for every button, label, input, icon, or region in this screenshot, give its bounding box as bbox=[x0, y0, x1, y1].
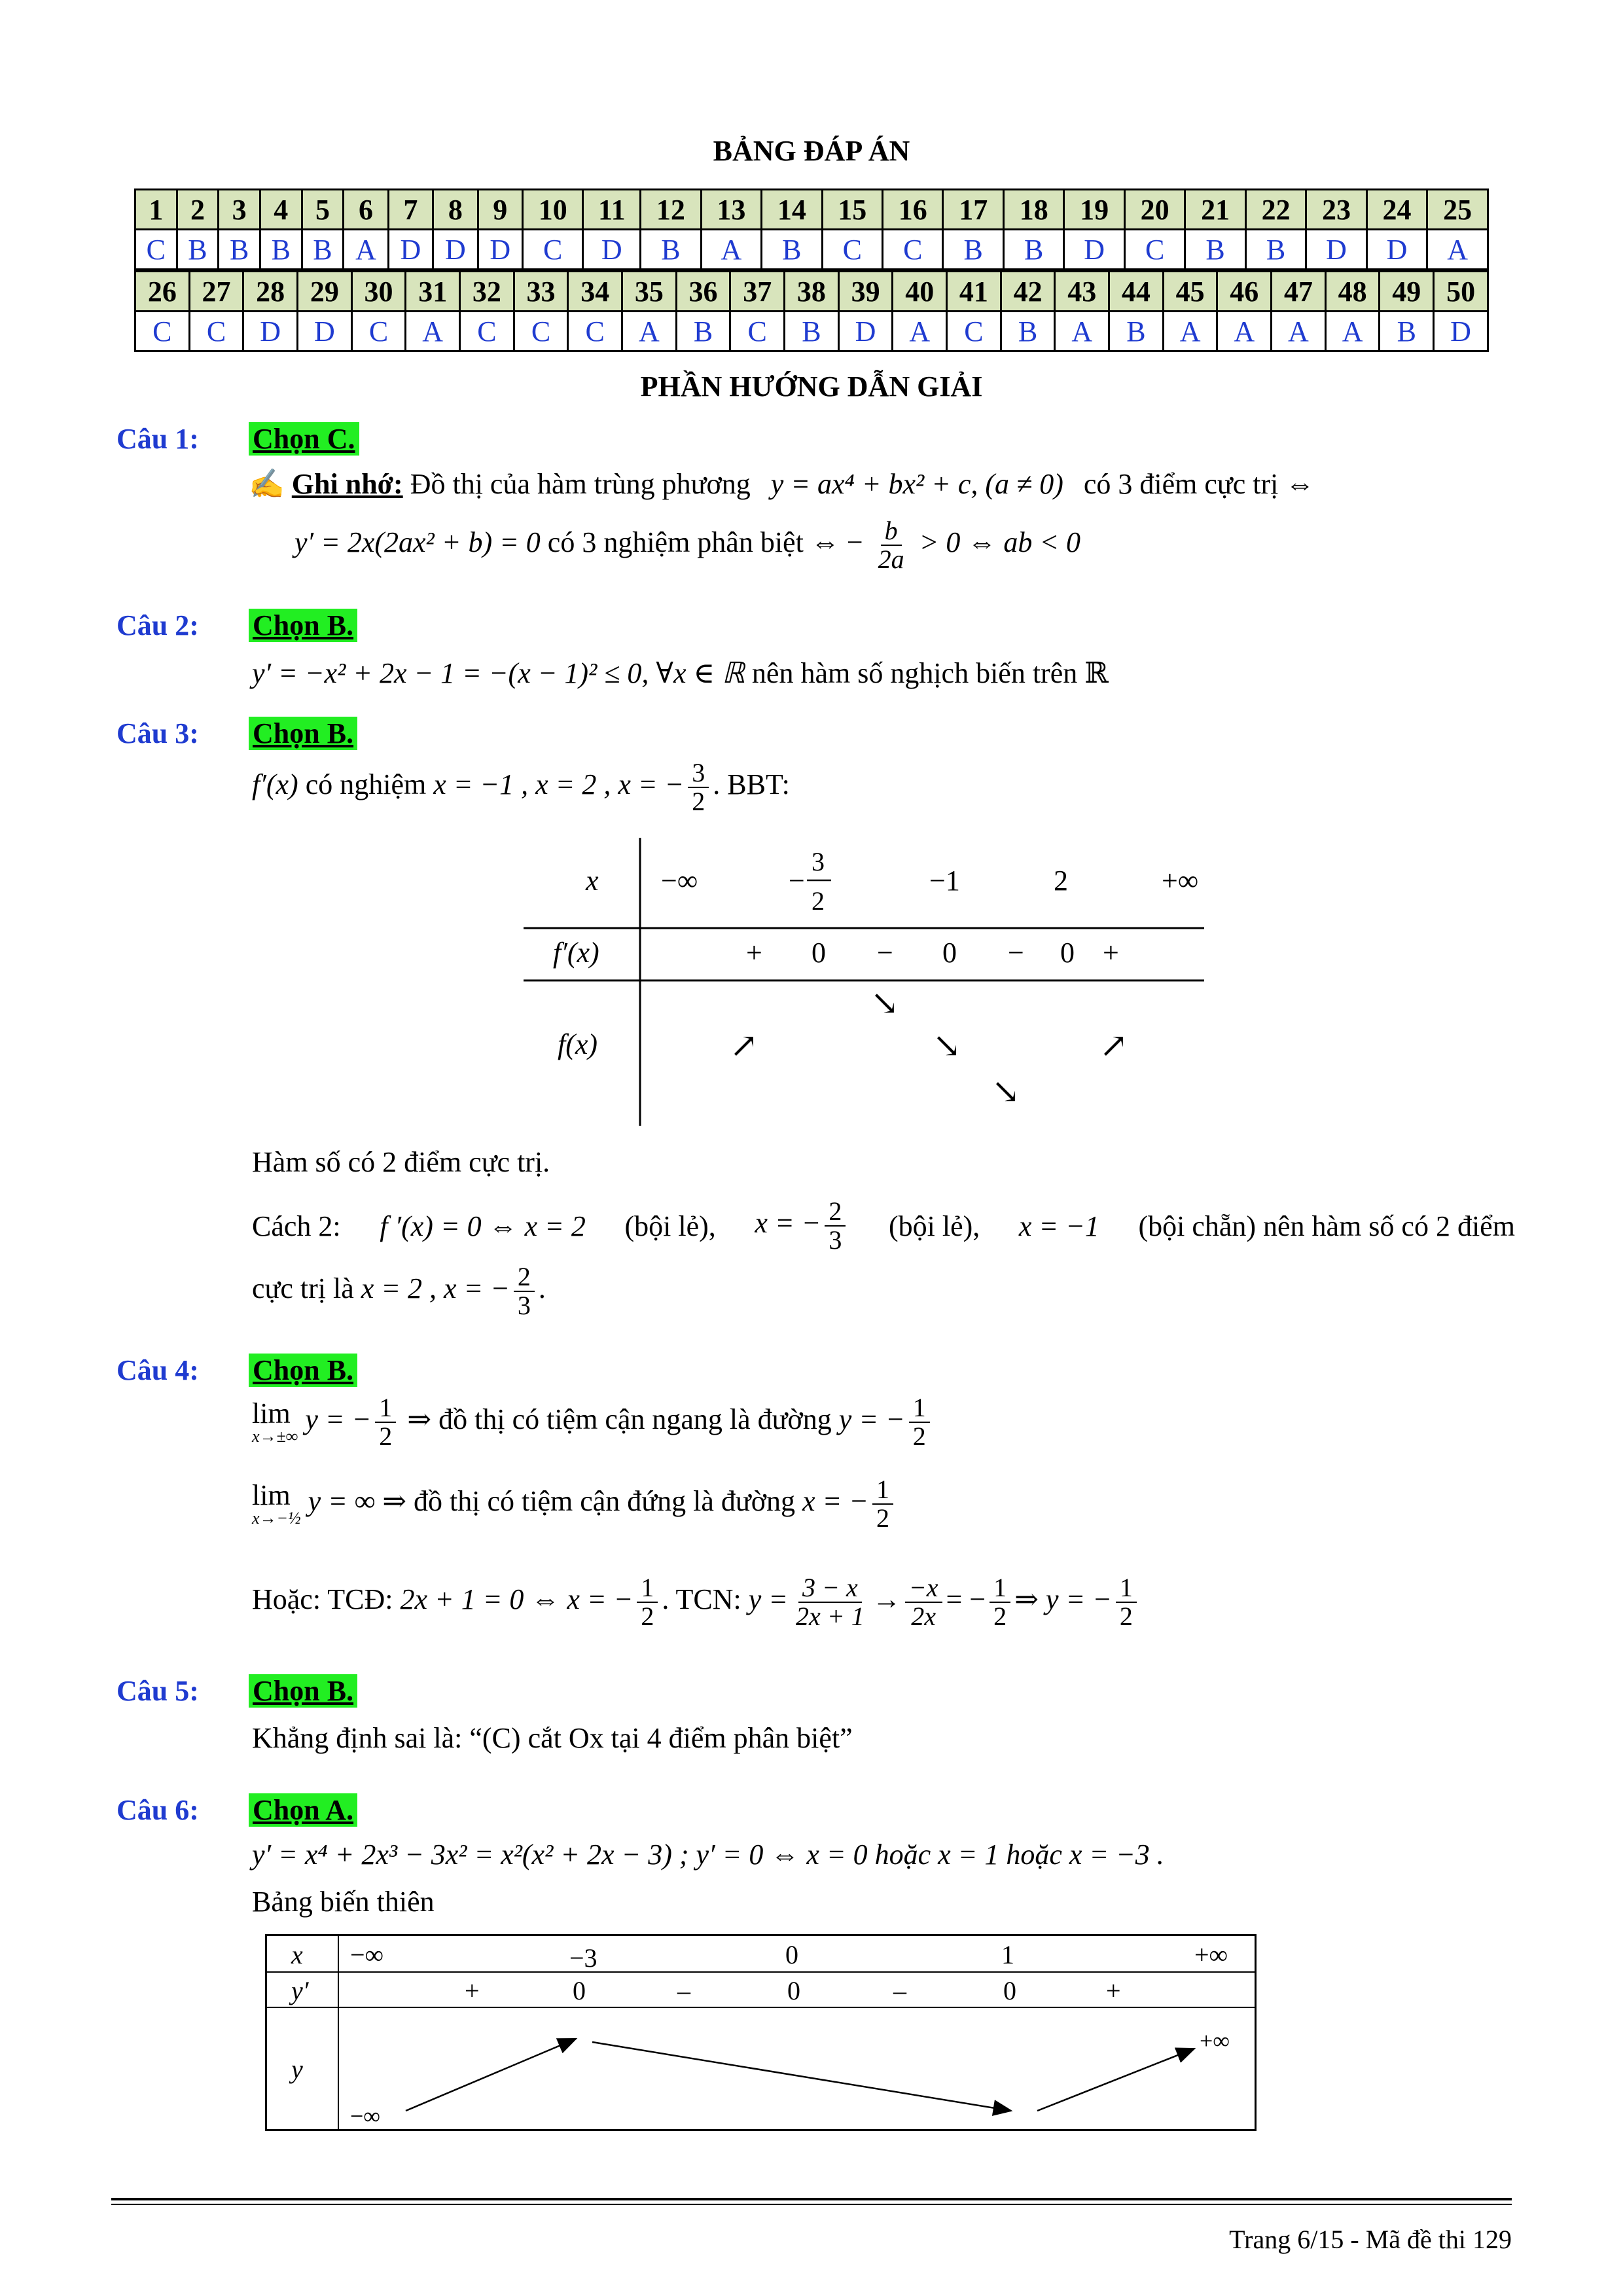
bbt2-sign-5: 0 bbox=[1003, 1976, 1016, 2005]
answer-number-cell: 42 bbox=[1001, 272, 1055, 312]
bbt1-sign-5: 0 bbox=[1060, 937, 1075, 969]
bbt2-yprime-label: y′ bbox=[291, 1976, 309, 2005]
answer-letter-cell: C bbox=[568, 312, 622, 351]
answer-letter-cell: B bbox=[1003, 230, 1063, 270]
note-text: Đồ thị của hàm trùng phương bbox=[410, 468, 751, 500]
lim2-expr: y = ∞ bbox=[308, 1485, 376, 1518]
question-6-line2: Bảng biến thiên bbox=[252, 1886, 435, 1918]
pencil-icon: ✍ bbox=[249, 468, 285, 500]
bbt1-sign-6: + bbox=[1103, 937, 1119, 969]
answer-number-cell: 15 bbox=[822, 190, 882, 230]
page-title: BẢNG ĐÁP ÁN bbox=[713, 135, 910, 167]
answer-letter-cell: A bbox=[406, 312, 460, 351]
bbt2-x-2: 0 bbox=[785, 1940, 798, 1969]
answer-letter-cell: A bbox=[1055, 312, 1109, 351]
q1-derivative: y′ = 2x(2ax² + b) = 0 bbox=[294, 526, 541, 559]
q3-roots: x = −1 , x = 2 , x = − bbox=[433, 768, 685, 801]
bbt1-arrow-down-2: ↘ bbox=[933, 1028, 961, 1065]
answer-number-cell: 6 bbox=[344, 190, 388, 230]
bbt2-sign-2: – bbox=[677, 1976, 690, 2005]
answer-number-cell: 1 bbox=[135, 190, 177, 230]
lim1-expr: y = − bbox=[305, 1403, 372, 1436]
answer-table-2 bbox=[134, 270, 1489, 352]
answer-letter-cell: A bbox=[1217, 312, 1272, 351]
alt-frac: $\frac{1}{2}$ bbox=[637, 1574, 658, 1630]
bbt1-sign-4: − bbox=[1008, 937, 1024, 969]
question-3-line3 bbox=[252, 1198, 1515, 1254]
bbt1-arrow-down-3: ↘ bbox=[991, 1073, 1020, 1111]
answer-number-cell: 38 bbox=[785, 272, 839, 312]
answer-letter-cell: D bbox=[478, 230, 522, 270]
question-1-label: Câu 1: bbox=[116, 423, 199, 455]
answer-letter-cell: A bbox=[893, 312, 947, 351]
bbt1-sign-2: − bbox=[877, 937, 893, 969]
answer-letter-cell: B bbox=[1380, 312, 1434, 351]
answer-number-cell: 3 bbox=[219, 190, 260, 230]
answer-letter-cell: C bbox=[1124, 230, 1185, 270]
answer-letter-cell: A bbox=[1272, 312, 1326, 351]
bbt2-sign-3: 0 bbox=[787, 1976, 800, 2005]
answer-number-cell: 35 bbox=[622, 272, 677, 312]
answer-number-cell: 19 bbox=[1064, 190, 1124, 230]
answer-number-cell: 39 bbox=[838, 272, 893, 312]
answer-number-cell: 8 bbox=[433, 190, 478, 230]
bbt1-arrow-down-1: ↘ bbox=[870, 985, 899, 1022]
answer-table-1 bbox=[134, 188, 1489, 270]
answer-number-cell: 40 bbox=[893, 272, 947, 312]
answer-number-cell: 20 bbox=[1124, 190, 1185, 230]
answer-number-cell: 25 bbox=[1427, 190, 1488, 230]
note-func: y = ax⁴ + bx² + c, (a ≠ 0) bbox=[770, 468, 1063, 500]
answer-letter-cell: D bbox=[583, 230, 641, 270]
alt-tcn: . TCN: bbox=[662, 1583, 741, 1616]
answer-letter-cell: C bbox=[460, 312, 514, 351]
answer-number-cell: 14 bbox=[762, 190, 822, 230]
answer-letter-cell: B bbox=[260, 230, 302, 270]
answer-number-cell: 11 bbox=[583, 190, 641, 230]
question-3-choice: Chọn B. bbox=[249, 717, 357, 750]
answer-letter-cell: A bbox=[622, 312, 677, 351]
variation-table-2 bbox=[265, 1934, 1260, 2137]
question-6-line1: y′ = x⁴ + 2x³ − 3x² = x²(x² + 2x − 3) ; y′ = 0 ⇔ x = 0 hoặc x = 1 hoặc x = −3 . bbox=[252, 1839, 1164, 1871]
alt-frac2: $\frac{-x}{2x}$ bbox=[905, 1574, 942, 1630]
q3-cach2: Cách 2: bbox=[252, 1210, 341, 1242]
bbt1-x-frac-den: 2 bbox=[812, 886, 825, 916]
lim1-text: ⇒ đồ thị có tiệm cận ngang là đường bbox=[407, 1403, 832, 1436]
answer-number-cell: 28 bbox=[243, 272, 298, 312]
question-4-lim1 bbox=[252, 1394, 934, 1450]
question-5-line: Khẳng định sai là: “(C) cắt Ox tại 4 điểm phân biệt” bbox=[252, 1722, 853, 1754]
answer-letter-cell: D bbox=[298, 312, 352, 351]
bbt2-y-label: y bbox=[291, 2054, 303, 2084]
answer-letter-cell: A bbox=[344, 230, 388, 270]
answer-number-cell: 26 bbox=[135, 272, 190, 312]
question-4-choice: Chọn B. bbox=[249, 1354, 357, 1387]
q3-text: có nghiệm bbox=[305, 768, 427, 801]
answer-number-cell: 23 bbox=[1306, 190, 1366, 230]
answer-number-cell: 43 bbox=[1055, 272, 1109, 312]
answer-number-cell: 49 bbox=[1380, 272, 1434, 312]
q1-line2-tail: > 0 ⇔ ab < 0 bbox=[919, 526, 1081, 559]
answer-number-cell: 47 bbox=[1272, 272, 1326, 312]
q3-final-frac: $\frac{2}{3}$ bbox=[514, 1263, 535, 1319]
answer-letter-cell: B bbox=[1185, 230, 1245, 270]
answer-number-cell: 34 bbox=[568, 272, 622, 312]
answer-letter-cell: B bbox=[1109, 312, 1164, 351]
bbt2-y-right: +∞ bbox=[1200, 2028, 1230, 2054]
bbt1-sign-3: 0 bbox=[942, 937, 957, 969]
answer-letter-cell: B bbox=[641, 230, 701, 270]
question-1-line2 bbox=[294, 517, 1080, 573]
alt-frac4: $\frac{1}{2}$ bbox=[1116, 1574, 1137, 1630]
alt-eq: 2x + 1 = 0 ⇔ x = − bbox=[400, 1583, 633, 1616]
question-2-label: Câu 2: bbox=[116, 609, 199, 641]
answer-number-cell: 50 bbox=[1434, 272, 1488, 312]
answer-number-cell: 5 bbox=[302, 190, 344, 230]
alt-tcd: Hoặc: TCĐ: bbox=[252, 1583, 393, 1616]
answer-letter-cell: B bbox=[676, 312, 730, 351]
bbt2-sign-0: + bbox=[465, 1976, 480, 2005]
q3-cuc-tri: cực trị là bbox=[252, 1272, 354, 1305]
answer-number-cell: 9 bbox=[478, 190, 522, 230]
answer-letter-cell: C bbox=[730, 312, 785, 351]
question-4-lim2 bbox=[252, 1476, 897, 1532]
bbt2-arrow-down bbox=[592, 2042, 1011, 2111]
answer-letter-cell: B bbox=[1001, 312, 1055, 351]
bbt1-fprime-label: f′(x) bbox=[553, 937, 599, 969]
question-6-choice: Chọn A. bbox=[249, 1793, 357, 1827]
answer-number-cell: 30 bbox=[351, 272, 406, 312]
question-3-line2: Hàm số có 2 điểm cực trị. bbox=[252, 1146, 550, 1178]
answer-number-cell: 10 bbox=[522, 190, 582, 230]
q3-period: . bbox=[538, 1272, 546, 1305]
bbt2-y-left: −∞ bbox=[350, 2103, 380, 2129]
answer-number-cell: 22 bbox=[1245, 190, 1306, 230]
q3-boi-le-1: (bội lẻ), bbox=[624, 1210, 716, 1242]
alt-frac1: $\frac{3 - x}{2x + 1}$ bbox=[796, 1573, 865, 1631]
bbt1-arrow-up-1: ↗ bbox=[730, 1028, 758, 1065]
bbt2-x-label: x bbox=[291, 1940, 303, 1969]
note-tail: có 3 điểm cực trị ⇔ bbox=[1083, 468, 1315, 500]
alt-result: ⇒ y = − bbox=[1014, 1583, 1112, 1616]
alt-y: y = bbox=[748, 1583, 788, 1616]
lim1-result: y = − bbox=[838, 1403, 905, 1436]
answer-number-cell: 4 bbox=[260, 190, 302, 230]
lim2-result-frac: $\frac{1}{2}$ bbox=[872, 1476, 893, 1532]
answer-number-cell: 7 bbox=[388, 190, 433, 230]
answer-number-cell: 37 bbox=[730, 272, 785, 312]
answer-number-cell: 31 bbox=[406, 272, 460, 312]
lim2-operator: lim x→−½ bbox=[252, 1479, 301, 1528]
answer-letter-cell: D bbox=[433, 230, 478, 270]
bbt1-sign-0: + bbox=[746, 937, 762, 969]
answer-number-cell: 48 bbox=[1325, 272, 1380, 312]
answer-number-cell: 32 bbox=[460, 272, 514, 312]
answer-letter-cell: A bbox=[701, 230, 761, 270]
bbt2-arrow-up-2 bbox=[1037, 2049, 1194, 2111]
question-2-line bbox=[252, 656, 1109, 690]
question-3-line4 bbox=[252, 1263, 546, 1319]
answer-letter-cell: B bbox=[1245, 230, 1306, 270]
page-footer: Trang 6/15 - Mã đề thi 129 bbox=[1229, 2225, 1512, 2254]
answer-letter-cell: C bbox=[947, 312, 1001, 351]
question-1-choice: Chọn C. bbox=[249, 422, 359, 456]
bbt2-x-0: −∞ bbox=[350, 1940, 384, 1969]
q3-roots-final: x = 2 , x = − bbox=[361, 1272, 510, 1305]
answer-number-cell: 44 bbox=[1109, 272, 1164, 312]
answer-number-cell: 46 bbox=[1217, 272, 1272, 312]
alt-eq2: = − bbox=[946, 1583, 986, 1616]
question-1-note bbox=[249, 467, 1314, 501]
answer-letter-cell: C bbox=[522, 230, 582, 270]
answer-number-cell: 12 bbox=[641, 190, 701, 230]
answer-letter-cell: C bbox=[822, 230, 882, 270]
answer-number-cell: 2 bbox=[177, 190, 219, 230]
bbt1-x-4: +∞ bbox=[1162, 865, 1199, 897]
variation-table-1 bbox=[524, 838, 1224, 1132]
q2-tail: nên hàm số nghịch biến trên ℝ bbox=[751, 657, 1109, 689]
bbt1-x-1: − bbox=[789, 865, 805, 897]
bbt2-arrow-up-1 bbox=[406, 2039, 576, 2111]
q3-boi-le-2: (bội lẻ), bbox=[888, 1210, 980, 1242]
answer-letter-cell: D bbox=[1366, 230, 1427, 270]
note-label: Ghi nhớ: bbox=[291, 468, 403, 500]
q3-fprime: f′(x) bbox=[252, 768, 298, 801]
answer-number-cell: 29 bbox=[298, 272, 352, 312]
footer-rule bbox=[111, 2198, 1512, 2200]
alt-arrow: → bbox=[872, 1583, 901, 1616]
q1-line2-text: có 3 nghiệm phân biệt ⇔ − bbox=[547, 526, 863, 559]
answer-letter-cell: C bbox=[351, 312, 406, 351]
answer-letter-cell: D bbox=[1306, 230, 1366, 270]
q2-formula: y′ = −x² + 2x − 1 = −(x − 1)² ≤ 0, ∀x ∈ ℝ bbox=[252, 657, 745, 689]
bbt2-sign-6: + bbox=[1106, 1976, 1121, 2005]
answer-letter-cell: B bbox=[785, 312, 839, 351]
bbt1-sign-1: 0 bbox=[812, 937, 826, 969]
answer-letter-cell: D bbox=[1434, 312, 1488, 351]
bbt2-sign-4: – bbox=[893, 1976, 906, 2005]
q3-eq: f ′(x) = 0 ⇔ x = 2 bbox=[380, 1210, 586, 1242]
q3-root3: x = −1 bbox=[1018, 1210, 1099, 1242]
answer-letter-cell: C bbox=[883, 230, 943, 270]
q3-root2: x = − $\frac{2}{3}$ bbox=[755, 1198, 849, 1254]
bbt1-x-frac-num: 3 bbox=[812, 847, 825, 876]
answer-number-cell: 18 bbox=[1003, 190, 1063, 230]
q1-fraction: $\frac{b}{2a}$ bbox=[878, 516, 904, 574]
answer-number-cell: 45 bbox=[1163, 272, 1217, 312]
answer-letter-cell: C bbox=[135, 312, 190, 351]
answer-letter-cell: C bbox=[189, 312, 243, 351]
answer-number-cell: 16 bbox=[883, 190, 943, 230]
answer-number-cell: 21 bbox=[1185, 190, 1245, 230]
answer-letter-cell: B bbox=[177, 230, 219, 270]
lim2-result: x = − bbox=[802, 1485, 868, 1518]
answer-letter-cell: B bbox=[943, 230, 1003, 270]
answer-letter-cell: A bbox=[1325, 312, 1380, 351]
question-5-label: Câu 5: bbox=[116, 1675, 199, 1707]
question-5-choice: Chọn B. bbox=[249, 1674, 357, 1708]
question-2-choice: Chọn B. bbox=[249, 609, 357, 642]
question-3-label: Câu 3: bbox=[116, 717, 199, 749]
bbt2-x-4: +∞ bbox=[1194, 1940, 1228, 1969]
answer-number-cell: 41 bbox=[947, 272, 1001, 312]
bbt1-x-label: x bbox=[586, 865, 599, 897]
answer-letter-cell: C bbox=[135, 230, 177, 270]
answer-letter-cell: D bbox=[838, 312, 893, 351]
answer-number-cell: 13 bbox=[701, 190, 761, 230]
answer-number-cell: 27 bbox=[189, 272, 243, 312]
q3-boi-chan: (bội chẵn) nên hàm số có 2 điểm bbox=[1138, 1210, 1515, 1242]
answer-letter-cell: D bbox=[388, 230, 433, 270]
question-6-label: Câu 6: bbox=[116, 1794, 199, 1826]
question-4-alt bbox=[252, 1574, 1141, 1630]
answer-number-cell: 17 bbox=[943, 190, 1003, 230]
bbt1-x-2: −1 bbox=[929, 865, 960, 897]
answer-letter-cell: B bbox=[219, 230, 260, 270]
section-title: PHẦN HƯỚNG DẪN GIẢI bbox=[640, 370, 983, 403]
answer-letter-cell: B bbox=[302, 230, 344, 270]
lim1-operator: lim x→±∞ bbox=[252, 1397, 298, 1446]
answer-number-cell: 36 bbox=[676, 272, 730, 312]
answer-letter-cell: D bbox=[1064, 230, 1124, 270]
bbt2-sign-1: 0 bbox=[573, 1976, 586, 2005]
question-3-line1 bbox=[252, 759, 790, 816]
answer-letter-cell: D bbox=[243, 312, 298, 351]
answer-number-cell: 33 bbox=[514, 272, 568, 312]
bbt1-x-0: −∞ bbox=[661, 865, 698, 897]
lim1-frac: $\frac{1}{2}$ bbox=[375, 1394, 396, 1450]
alt-frac3: $\frac{1}{2}$ bbox=[990, 1574, 1010, 1630]
bbt1-f-label: f(x) bbox=[558, 1028, 598, 1060]
bbt1-x-3: 2 bbox=[1054, 865, 1068, 897]
footer-rule-thin bbox=[111, 2204, 1512, 2205]
answer-number-cell: 24 bbox=[1366, 190, 1427, 230]
question-4-label: Câu 4: bbox=[116, 1354, 199, 1386]
lim2-text: ⇒ đồ thị có tiệm cận đứng là đường bbox=[382, 1485, 796, 1518]
q3-bbt: . BBT: bbox=[713, 768, 790, 801]
bbt2-x-1: −3 bbox=[569, 1943, 597, 1973]
answer-letter-cell: B bbox=[762, 230, 822, 270]
answer-letter-cell: C bbox=[514, 312, 568, 351]
bbt2-x-3: 1 bbox=[1001, 1940, 1014, 1969]
q3-fraction: $\frac{3}{2}$ bbox=[688, 759, 709, 816]
bbt1-arrow-up-2: ↗ bbox=[1099, 1028, 1128, 1065]
answer-letter-cell: A bbox=[1163, 312, 1217, 351]
answer-letter-cell: A bbox=[1427, 230, 1488, 270]
lim1-result-frac: $\frac{1}{2}$ bbox=[909, 1394, 930, 1450]
